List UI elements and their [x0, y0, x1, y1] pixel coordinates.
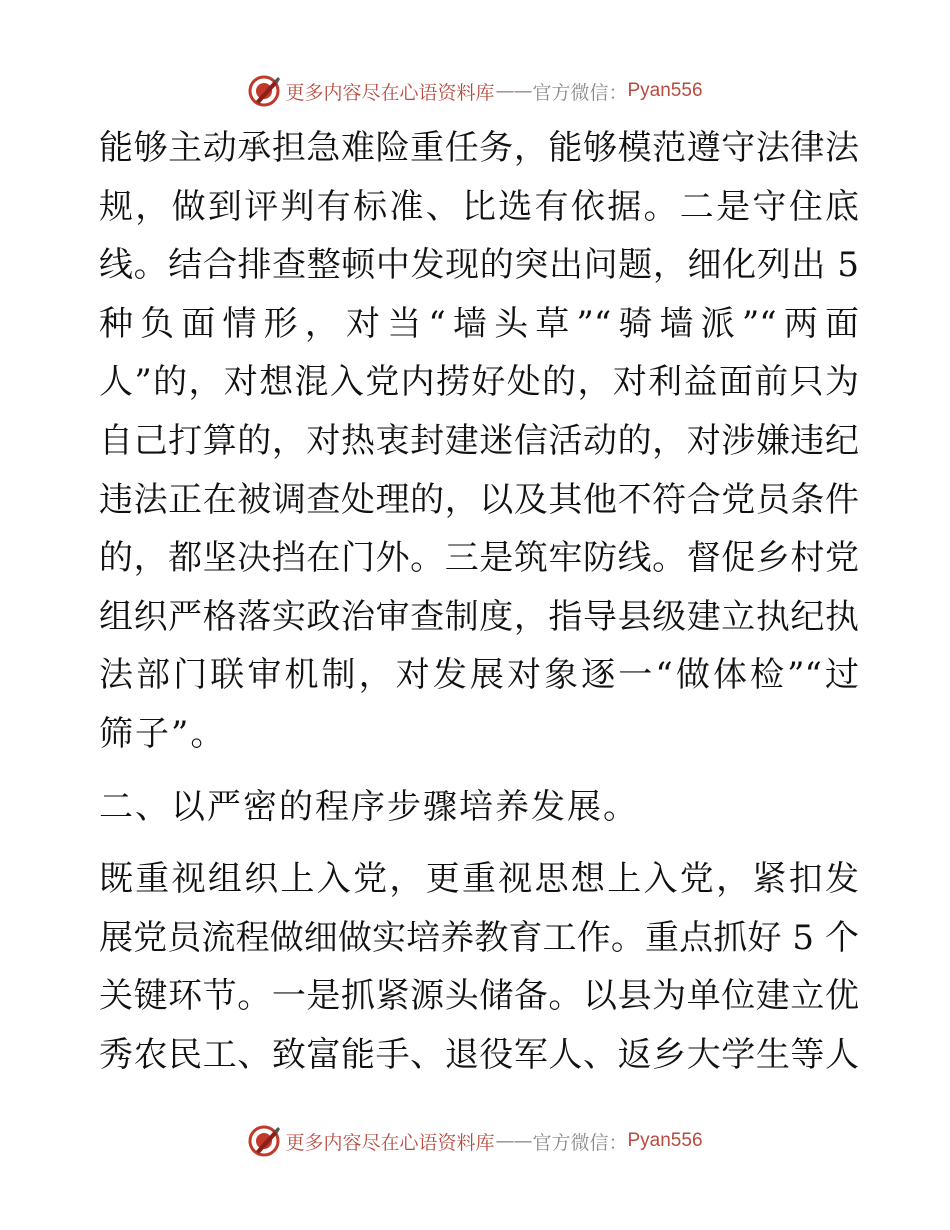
text-line: 筛子”。 — [99, 713, 227, 754]
text-line: 法部门联审机制，对发展对象逐一“做体检”“过 — [99, 655, 859, 696]
text-line: 的，都坚决挡在门外。三是筑牢防线。督促乡村党 — [99, 538, 859, 579]
paragraph-1 — [99, 119, 859, 764]
paragraph-2 — [99, 850, 859, 1084]
pen-logo-icon — [247, 1124, 281, 1158]
pen-logo-icon — [247, 74, 281, 108]
header-site-text: 更多内容尽在心语资料库 — [285, 81, 495, 104]
document-body — [99, 119, 859, 1085]
footer-wechat-id: Pyan556 — [627, 1130, 703, 1151]
text-line: 线。结合排查整顿中发现的突出问题，细化列出 5 — [99, 245, 859, 286]
header-dash: —— — [495, 80, 532, 102]
header-wechat-label: 官方微信： — [532, 81, 628, 104]
text-line: 违法正在被调查处理的，以及其他不符合党员条件 — [99, 479, 859, 520]
footer-dash: —— — [495, 1130, 532, 1152]
text-line: 种负面情形，对当“墙头草”“骑墙派”“两面 — [99, 303, 859, 344]
footer-watermark — [0, 1121, 950, 1161]
text-line: 人”的，对想混入党内捞好处的，对利益面前只为 — [99, 362, 859, 403]
text-line: 能够主动承担急难险重任务，能够模范遵守法律法 — [99, 128, 859, 168]
section-heading: 二、以严密的程序步骤培养发展。 — [99, 786, 639, 827]
footer-site-text: 更多内容尽在心语资料库 — [285, 1131, 495, 1154]
text-line: 关键环节。一是抓紧源头储备。以县为单位建立优 — [99, 976, 859, 1017]
text-line: 展党员流程做细做实培养教育工作。重点抓好 5 个 — [99, 917, 859, 958]
text-line: 规，做到评判有标准、比选有依据。二是守住底 — [99, 186, 859, 227]
text-line: 自己打算的，对热衷封建迷信活动的，对涉嫌违纪 — [99, 420, 859, 461]
footer-wechat-label: 官方微信： — [532, 1131, 628, 1154]
text-line: 既重视组织上入党，更重视思想上入党，紧扣发 — [99, 859, 859, 900]
header-wechat-id: Pyan556 — [627, 80, 703, 101]
text-line: 组织严格落实政治审查制度，指导县级建立执纪执 — [99, 596, 859, 637]
header-watermark — [0, 71, 950, 111]
text-line: 秀农民工、致富能手、退役军人、返乡大学生等人 — [99, 1034, 859, 1075]
